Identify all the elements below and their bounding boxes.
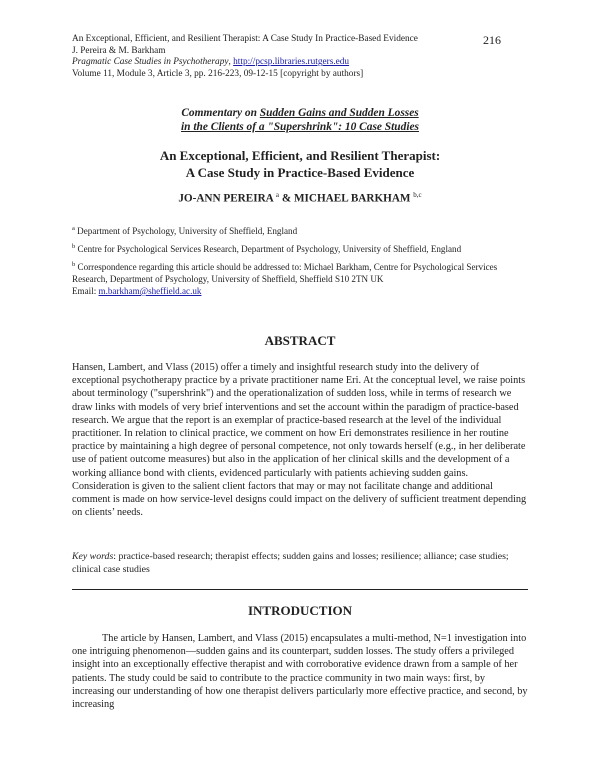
affiliation-b-mark: b bbox=[72, 243, 76, 251]
abstract-heading: ABSTRACT bbox=[264, 333, 336, 348]
affiliation-a-mark: a bbox=[72, 225, 75, 232]
email-link[interactable]: m.barkham@sheffield.ac.uk bbox=[98, 285, 202, 296]
keywords-colon: : bbox=[113, 551, 119, 562]
volume-line: Volume 11, Module 3, Article 3, pp. 216-223, 09-12-15 [copyright by authors] bbox=[72, 68, 364, 79]
abstract-body bbox=[72, 361, 528, 519]
title-line-2: A Case Study in Practice-Based Evidence bbox=[185, 164, 415, 180]
correspondence bbox=[72, 259, 528, 297]
keywords-text: practice-based research; therapist effects; sudden gains and losses; resilience; alliance; case studies; clinical case studies bbox=[72, 551, 509, 575]
commentary-prefix: Commentary on bbox=[181, 107, 260, 119]
author-2-affiliation: b,c bbox=[413, 191, 422, 199]
abstract-text: Hansen, Lambert, and Vlass (2015) offer a timely and insightful research study into the delivery of exceptional psychotherapy practice by a private practitioner name Eri. At the conceptual level, we raise points about terminology ("supershrink") and the operationalization of sudden loss, while in terms of research we draw links with models of very brief interventions and set the account within the paradigm of practice-based research. We argue that the report is an exemplar of practice-based research at the level of the individual practitioner. In relation to clinical practice, we comment on how Eri demonstrates resilience in her routine practice by maintaining a high degree of personal competence, not only towards herself (e.g., in her deliberate use of patient outcome measures) but also in the application of her clinical skills and the development of a working alliance bond with clients, evidenced particularly with patients achieving sudden gains. Consideration is given to the salient client factors that may or may not facilitate change and additional comment is made on how service-level designs could impact on the delivery of sufficient treatment depending on clients’ needs. bbox=[72, 362, 527, 519]
journal-name: Pragmatic Case Studies in Psychotherapy bbox=[72, 57, 229, 68]
affiliation-b bbox=[72, 241, 528, 256]
author-line bbox=[72, 191, 528, 205]
section-divider bbox=[72, 589, 528, 590]
introduction-text: The article by Hansen, Lambert, and Vlass (2015) encapsulates a multi-method, N=1 investigation into one intriguing phenomenon—sudden gains and its counterpart, sudden losses. The study offers a privileged insight into an exceptionally effective therapist and with corroborative evidence drawn from a sample of her patients. The study could be said to contribute to the practice community in two main ways: first, by increasing our understanding of how one therapist delivers particularly more effective practice, and second, by increasing bbox=[72, 633, 528, 711]
journal-url-link[interactable]: http://pcsp.libraries.rutgers.edu bbox=[233, 57, 350, 68]
affiliation-b-text: Centre for Psychological Services Research, Department of Psychology, University of Sheffield, England bbox=[75, 244, 462, 255]
article-title bbox=[72, 148, 528, 181]
commentary-target-link[interactable]: Sudden Gains and Sudden Losses bbox=[259, 107, 419, 119]
affiliation-a-text: Department of Psychology, University of Sheffield, England bbox=[74, 226, 298, 237]
affiliations bbox=[72, 223, 528, 301]
author-1-affiliation: a bbox=[275, 191, 280, 199]
journal-line bbox=[72, 57, 492, 69]
journal-separator: , bbox=[228, 57, 234, 68]
running-header bbox=[72, 34, 492, 80]
title-line-1: An Exceptional, Efficient, and Resilient Therapist: bbox=[159, 148, 441, 163]
keywords bbox=[72, 550, 528, 576]
correspondence-mark: b bbox=[72, 261, 76, 269]
correspondence-text: Correspondence regarding this article should be addressed to: Michael Barkham, Centre for Psychological Services Research, Department of Psychology, University of Sheffield, Sheffield S10 2TN UK bbox=[72, 262, 498, 285]
commentary-line-1 bbox=[72, 106, 528, 120]
email-label: Email: bbox=[72, 285, 99, 296]
author-1: JO-ANN PEREIRA bbox=[178, 192, 274, 205]
page-number: 216 bbox=[483, 33, 501, 47]
running-authors: J. Pereira & M. Barkham bbox=[72, 45, 166, 56]
introduction-heading: INTRODUCTION bbox=[247, 603, 352, 618]
author-connector: & bbox=[279, 192, 294, 205]
author-2: MICHAEL BARKHAM bbox=[293, 192, 411, 205]
running-title: An Exceptional, Efficient, and Resilient Therapist: A Case Study In Practice-Based Evidence bbox=[72, 34, 418, 44]
keywords-label: Key words bbox=[72, 551, 114, 562]
affiliation-a bbox=[72, 223, 528, 238]
commentary-target-link-2[interactable]: in the Clients of a "Supershrink": 10 Case Studies bbox=[181, 121, 419, 134]
introduction-body bbox=[72, 632, 528, 711]
commentary-note bbox=[72, 106, 528, 134]
